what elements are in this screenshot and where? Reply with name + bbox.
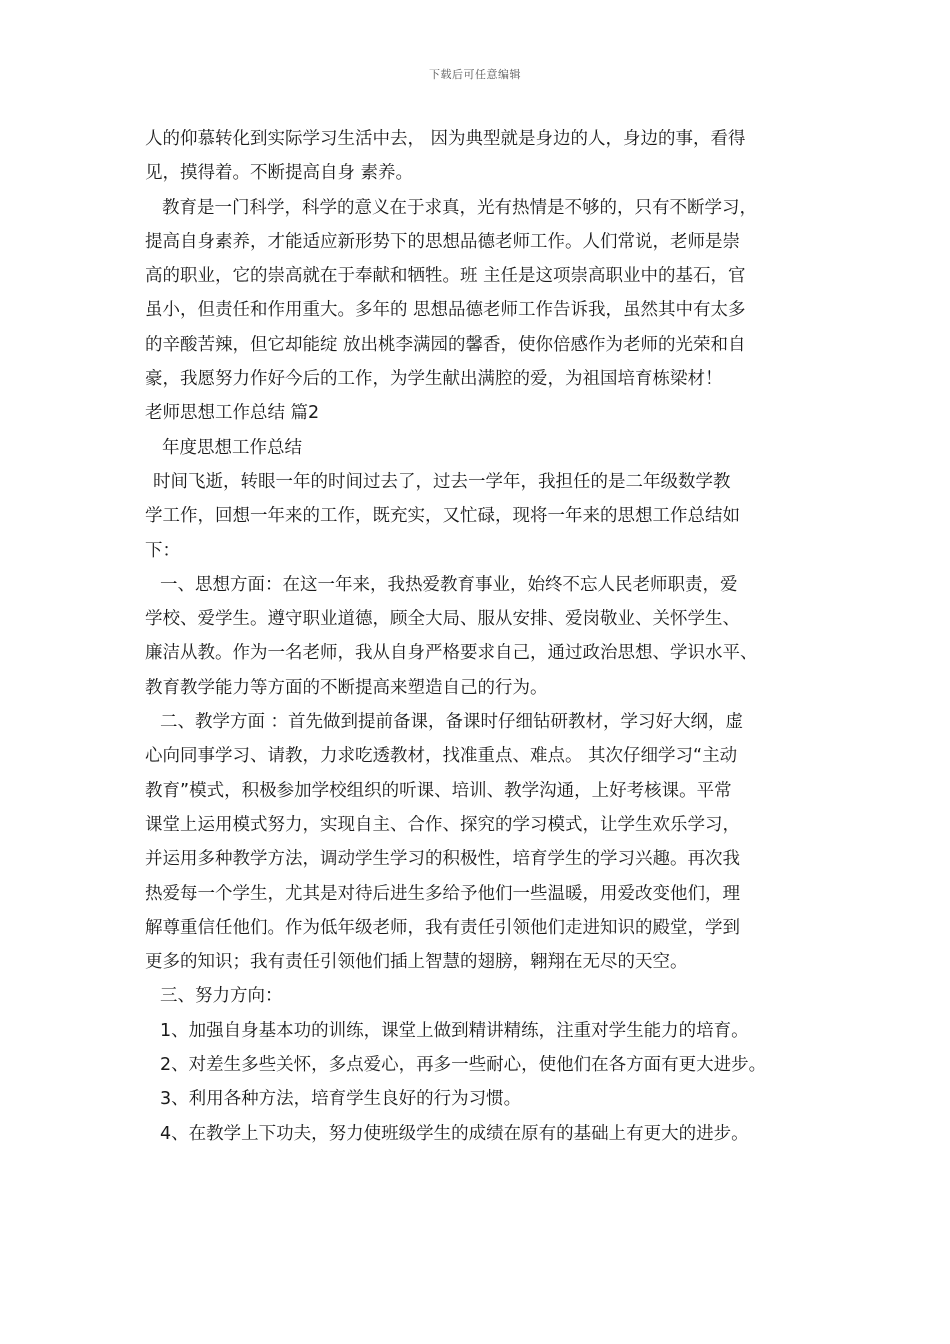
section-heading: 三、努力方向： <box>160 986 283 1007</box>
text-line: 学工作，回想一年来的工作，既充实，又忙碌，现将一年来的思想工作总结如 <box>145 506 740 527</box>
text-line: 课堂上运用模式努力，实现自主、合作、探究的学习模式，让学生欢乐学习， <box>145 814 740 835</box>
paragraph-line: 时间飞逝，转眼一年的时间过去了，过去一学年，我担任的是二年级数学教 <box>153 471 731 492</box>
paragraph-line: 教育是一门科学，科学的意义在于求真，光有热情是不够的，只有不断学习， <box>162 197 757 218</box>
paragraph-line: 二、教学方面 ：首先做到提前备课，备课时仔细钻研教材，学习好大纲，虚 <box>160 712 744 733</box>
paragraph-line: 一、思想方面：在这一年来，我热爱教育事业，始终不忘人民老师职责，爱 <box>160 574 738 595</box>
list-item: 1、加强自身基本功的训练，课堂上做到精讲精练，注重对学生能力的培育。 <box>160 1020 749 1041</box>
text-line: 教育教学能力等方面的不断提高来塑造自己的行为。 <box>145 677 548 698</box>
text-line: 廉洁从教。作为一名老师，我从自身严格要求自己，通过政治思想、学识水平、 <box>145 643 758 664</box>
text-line: 更多的知识；我有责任引领他们插上智慧的翅膀，翱翔在无尽的天空。 <box>145 952 688 973</box>
text-line: 高的职业，它的崇高就在于奉献和牺牲。班 主任是这项崇高职业中的基石，官 <box>145 266 746 287</box>
text-line: 心向同事学习、请教，力求吃透教材，找准重点、难点。 其次仔细学习“主动 <box>145 746 738 767</box>
text-line: 下： <box>145 540 180 561</box>
list-item: 3、利用各种方法，培育学生良好的行为习惯。 <box>160 1089 522 1110</box>
section-subheading: 年度思想工作总结 <box>162 437 302 458</box>
text-line: 学校、爱学生。遵守职业道德，顾全大局、服从安排、爱岗敬业、关怀学生、 <box>145 609 740 630</box>
text-line: 虽小，但责任和作用重大。多年的 思想品德老师工作告诉我，虽然其中有太多 <box>145 300 746 321</box>
text-line: 人的仰慕转化到实际学习生活中去， 因为典型就是身边的人，身边的事，看得 <box>145 129 746 149</box>
text-line: 的辛酸苦辣，但它却能绽 放出桃李满园的馨香，使你倍感作为老师的光荣和自 <box>145 334 746 355</box>
section-heading: 老师思想工作总结 篇2 <box>145 403 320 424</box>
text-line: 见，摸得着。不断提高自身 素养。 <box>145 163 414 184</box>
text-line: 解尊重信任他们。作为低年级老师，我有责任引领他们走进知识的殿堂，学到 <box>145 917 740 938</box>
list-item: 4、在教学上下功夫，努力使班级学生的成绩在原有的基础上有更大的进步。 <box>160 1123 749 1144</box>
text-line: 提高自身素养，才能适应新形势下的思想品德老师工作。人们常说，老师是崇 <box>145 231 740 252</box>
text-line: 豪，我愿努力作好今后的工作，为学生献出满腔的爱，为祖国培育栋梁材！ <box>145 369 723 390</box>
page-header: 下载后可任意编辑 <box>429 68 521 81</box>
text-line: 热爱每一个学生，尤其是对待后进生多给予他们一些温暖，用爱改变他们，理 <box>145 883 740 904</box>
list-item: 2、对差生多些关怀，多点爱心，再多一些耐心，使他们在各方面有更大进步。 <box>160 1055 767 1076</box>
text-line: 教育”模式，积极参加学校组织的听课、培训、教学沟通，上好考核课。平常 <box>145 780 732 801</box>
document-body <box>145 122 825 1151</box>
text-line: 并运用多种教学方法，调动学生学习的积极性，培育学生的学习兴趣。再次我 <box>145 849 740 870</box>
